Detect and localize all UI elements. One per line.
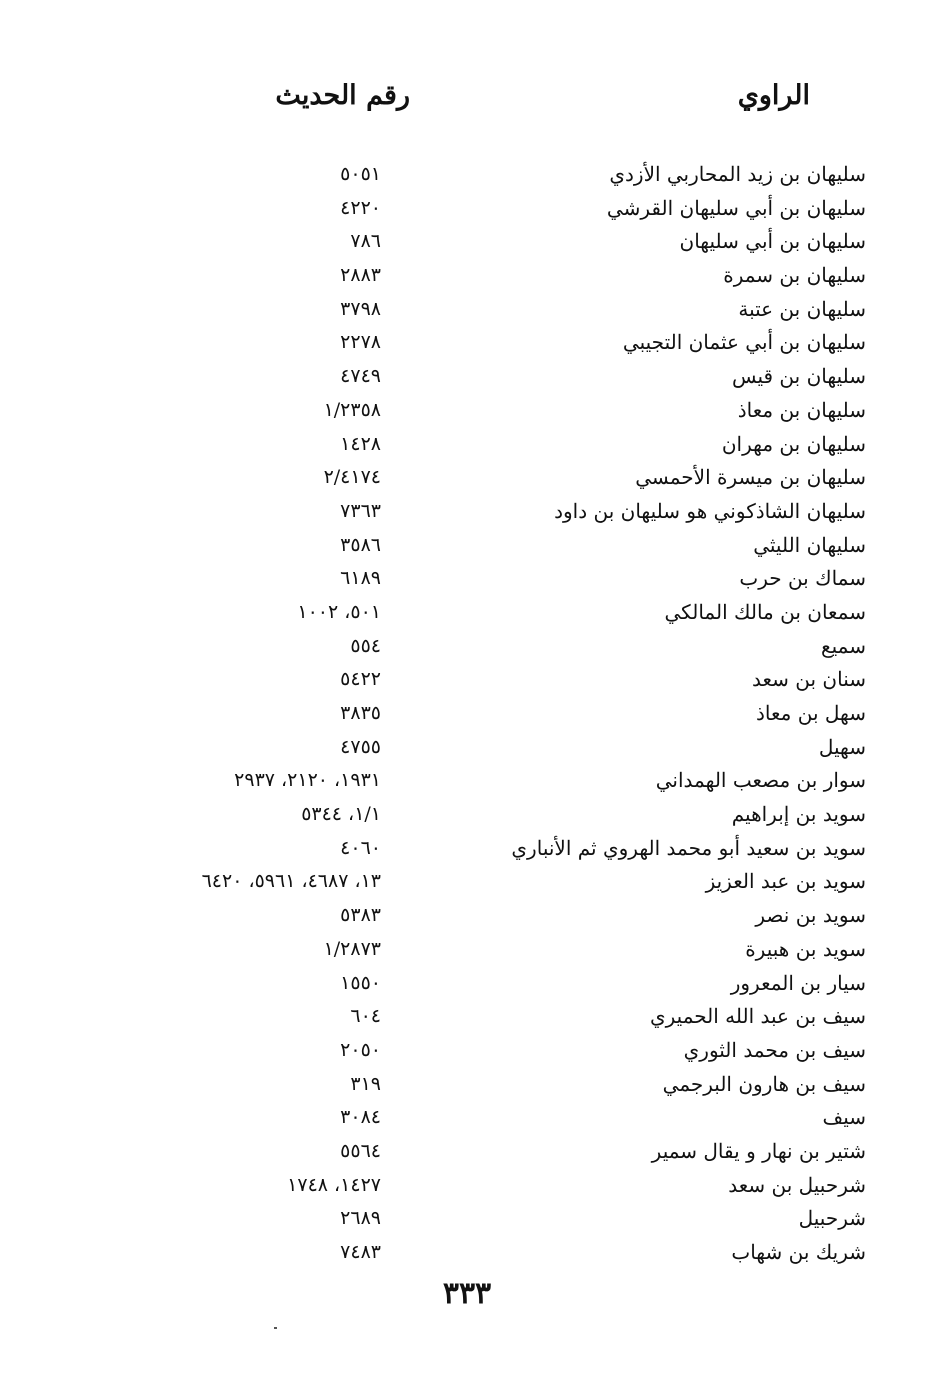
narrator-name: سيف بن محمد الثوري (683, 1037, 866, 1062)
narrator-name: سليهان بن معاذ (737, 397, 866, 422)
index-row (0, 798, 934, 832)
narrator-name: سهيل (818, 734, 866, 759)
hadith-numbers: ٣٧٩٨ (340, 297, 381, 320)
narrator-name: سهل بن معاذ (756, 701, 866, 725)
index-row (0, 394, 934, 428)
hadith-numbers: ٦٠٤ (350, 1005, 381, 1028)
index-row (0, 630, 934, 664)
index-row (0, 1101, 934, 1135)
narrator-name: سليهان بن أبي عثمان التجيبي (622, 330, 866, 355)
hadith-numbers: ٤٠٦٠ (340, 836, 381, 859)
narrator-name: سليهان بن أبي سليهان (679, 229, 866, 254)
index-row (0, 865, 934, 899)
hadith-numbers: ١٤٢٨ (340, 432, 381, 455)
hadith-numbers: ٤٧٥٥ (340, 735, 381, 758)
narrator-name: سويد بن نصر (755, 903, 866, 928)
narrator-name: سليهان بن أبي سليهان القرشي (606, 195, 866, 220)
hadith-numbers: ٥٠١، ١٠٠٢ (297, 600, 381, 623)
index-row (0, 495, 934, 529)
hadith-numbers: ٢٨٨٣ (340, 264, 381, 287)
index-row (0, 158, 934, 192)
print-mark (274, 1327, 277, 1329)
narrator-name: سيف (822, 1105, 866, 1130)
narrator-name: سيف بن عبد الله الحميري (649, 1004, 866, 1029)
index-row (0, 1236, 934, 1270)
narrator-name: سيف بن هارون البرجمي (662, 1071, 866, 1096)
narrator-column-header: الراوي (737, 80, 810, 111)
hadith-numbers: ٥٣٨٣ (340, 904, 381, 927)
hadith-numbers: ١/٢٨٧٣ (323, 937, 381, 960)
hadith-numbers: ٥٥٤ (350, 634, 381, 657)
narrator-name: سليهان بن عتبة (738, 296, 866, 321)
index-row (0, 596, 934, 630)
hadith-numbers: ٣١٩ (350, 1072, 381, 1095)
hadith-numbers: ٢٢٧٨ (340, 331, 381, 354)
hadith-numbers: ٢/٤١٧٤ (323, 466, 381, 489)
index-row (0, 225, 934, 259)
narrator-name: سوار بن مصعب الهمداني (655, 768, 866, 793)
narrator-name: سليهان الليثي (753, 532, 866, 557)
narrator-name: سليهان بن ميسرة الأحمسي (635, 465, 866, 490)
narrator-name: سليهان بن زيد المحاربي الأزدي (609, 162, 866, 186)
narrator-name: سليهان بن قيس (731, 364, 866, 389)
hadith-numbers: ٧٣٦٣ (340, 499, 381, 522)
hadith-numbers: ٢٠٥٠ (340, 1038, 381, 1061)
narrator-name: سليهان بن سمرة (723, 263, 866, 288)
narrator-name: سويد بن عبد العزيز (705, 869, 866, 894)
index-row (0, 1202, 934, 1236)
hadith-numbers: ٤٧٤٩ (340, 365, 381, 388)
hadith-numbers: ١٥٥٠ (340, 971, 381, 994)
index-row (0, 326, 934, 360)
index-row (0, 731, 934, 765)
hadith-numbers: ٣٨٣٥ (340, 702, 381, 724)
hadith-numbers: ١٣، ٤٦٨٧، ٥٩٦١، ٦٤٢٠ (201, 870, 381, 893)
index-row (0, 360, 934, 394)
hadith-numbers: ٥٥٦٤ (340, 1139, 381, 1162)
index-row (0, 562, 934, 596)
index-row (0, 293, 934, 327)
index-row (0, 259, 934, 293)
index-row (0, 428, 934, 462)
hadith-numbers: ٣٠٨٤ (340, 1106, 381, 1129)
hadith-numbers: ١٩٣١، ٢١٢٠، ٢٩٣٧ (234, 769, 381, 792)
index-row (0, 899, 934, 933)
hadith-numbers: ٣٥٨٦ (340, 533, 381, 556)
index-row (0, 697, 934, 731)
index-row (0, 832, 934, 866)
narrator-name: شريك بن شهاب (731, 1240, 866, 1264)
index-row (0, 192, 934, 226)
hadith-numbers: ٢٦٨٩ (340, 1207, 381, 1230)
hadith-numbers: ١/١، ٥٣٤٤ (301, 803, 381, 826)
narrator-name: سميع (821, 633, 866, 658)
narrator-name: شرحبيل (798, 1206, 866, 1231)
index-row (0, 764, 934, 798)
narrator-name: سماك بن حرب (739, 566, 866, 591)
index-row (0, 933, 934, 967)
narrator-name: سويد بن إبراهيم (731, 802, 866, 827)
index-row (0, 1169, 934, 1203)
page-number: ٣٣٣ (442, 1276, 492, 1311)
narrator-name: شتير بن نهار و يقال سمير (651, 1138, 866, 1163)
narrator-name: شرحبيل بن سعد (728, 1172, 866, 1197)
narrator-name: سويد بن هبيرة (745, 936, 866, 961)
narrator-index-list (0, 158, 934, 1270)
index-row (0, 1068, 934, 1102)
hadith-numbers: ٥٤٢٢ (340, 668, 381, 691)
hadith-number-column-header: رقم الحديث (275, 80, 410, 111)
hadith-numbers: ٤٢٢٠ (340, 196, 381, 219)
narrator-name: سمعان بن مالك المالكي (664, 599, 866, 624)
index-row (0, 461, 934, 495)
hadith-numbers: ١/٢٣٥٨ (323, 398, 381, 421)
narrator-name: سنان بن سعد (752, 667, 866, 692)
hadith-numbers: ١٤٢٧، ١٧٤٨ (287, 1173, 381, 1196)
index-row (0, 663, 934, 697)
index-row (0, 1034, 934, 1068)
index-row (0, 967, 934, 1001)
index-row (0, 529, 934, 563)
hadith-numbers: ٧٤٨٣ (340, 1241, 381, 1263)
hadith-numbers: ٥٠٥١ (340, 163, 381, 185)
narrator-name: سليهان بن مهران (721, 431, 866, 456)
hadith-numbers: ٦١٨٩ (340, 567, 381, 590)
narrator-name: سويد بن سعيد أبو محمد الهروي ثم الأنباري (511, 835, 866, 860)
index-row (0, 1000, 934, 1034)
narrator-name: سليهان الشاذكوني هو سليهان بن داود (554, 498, 866, 523)
narrator-name: سيار بن المعرور (730, 970, 866, 995)
index-row (0, 1135, 934, 1169)
hadith-numbers: ٧٨٦ (350, 230, 381, 253)
